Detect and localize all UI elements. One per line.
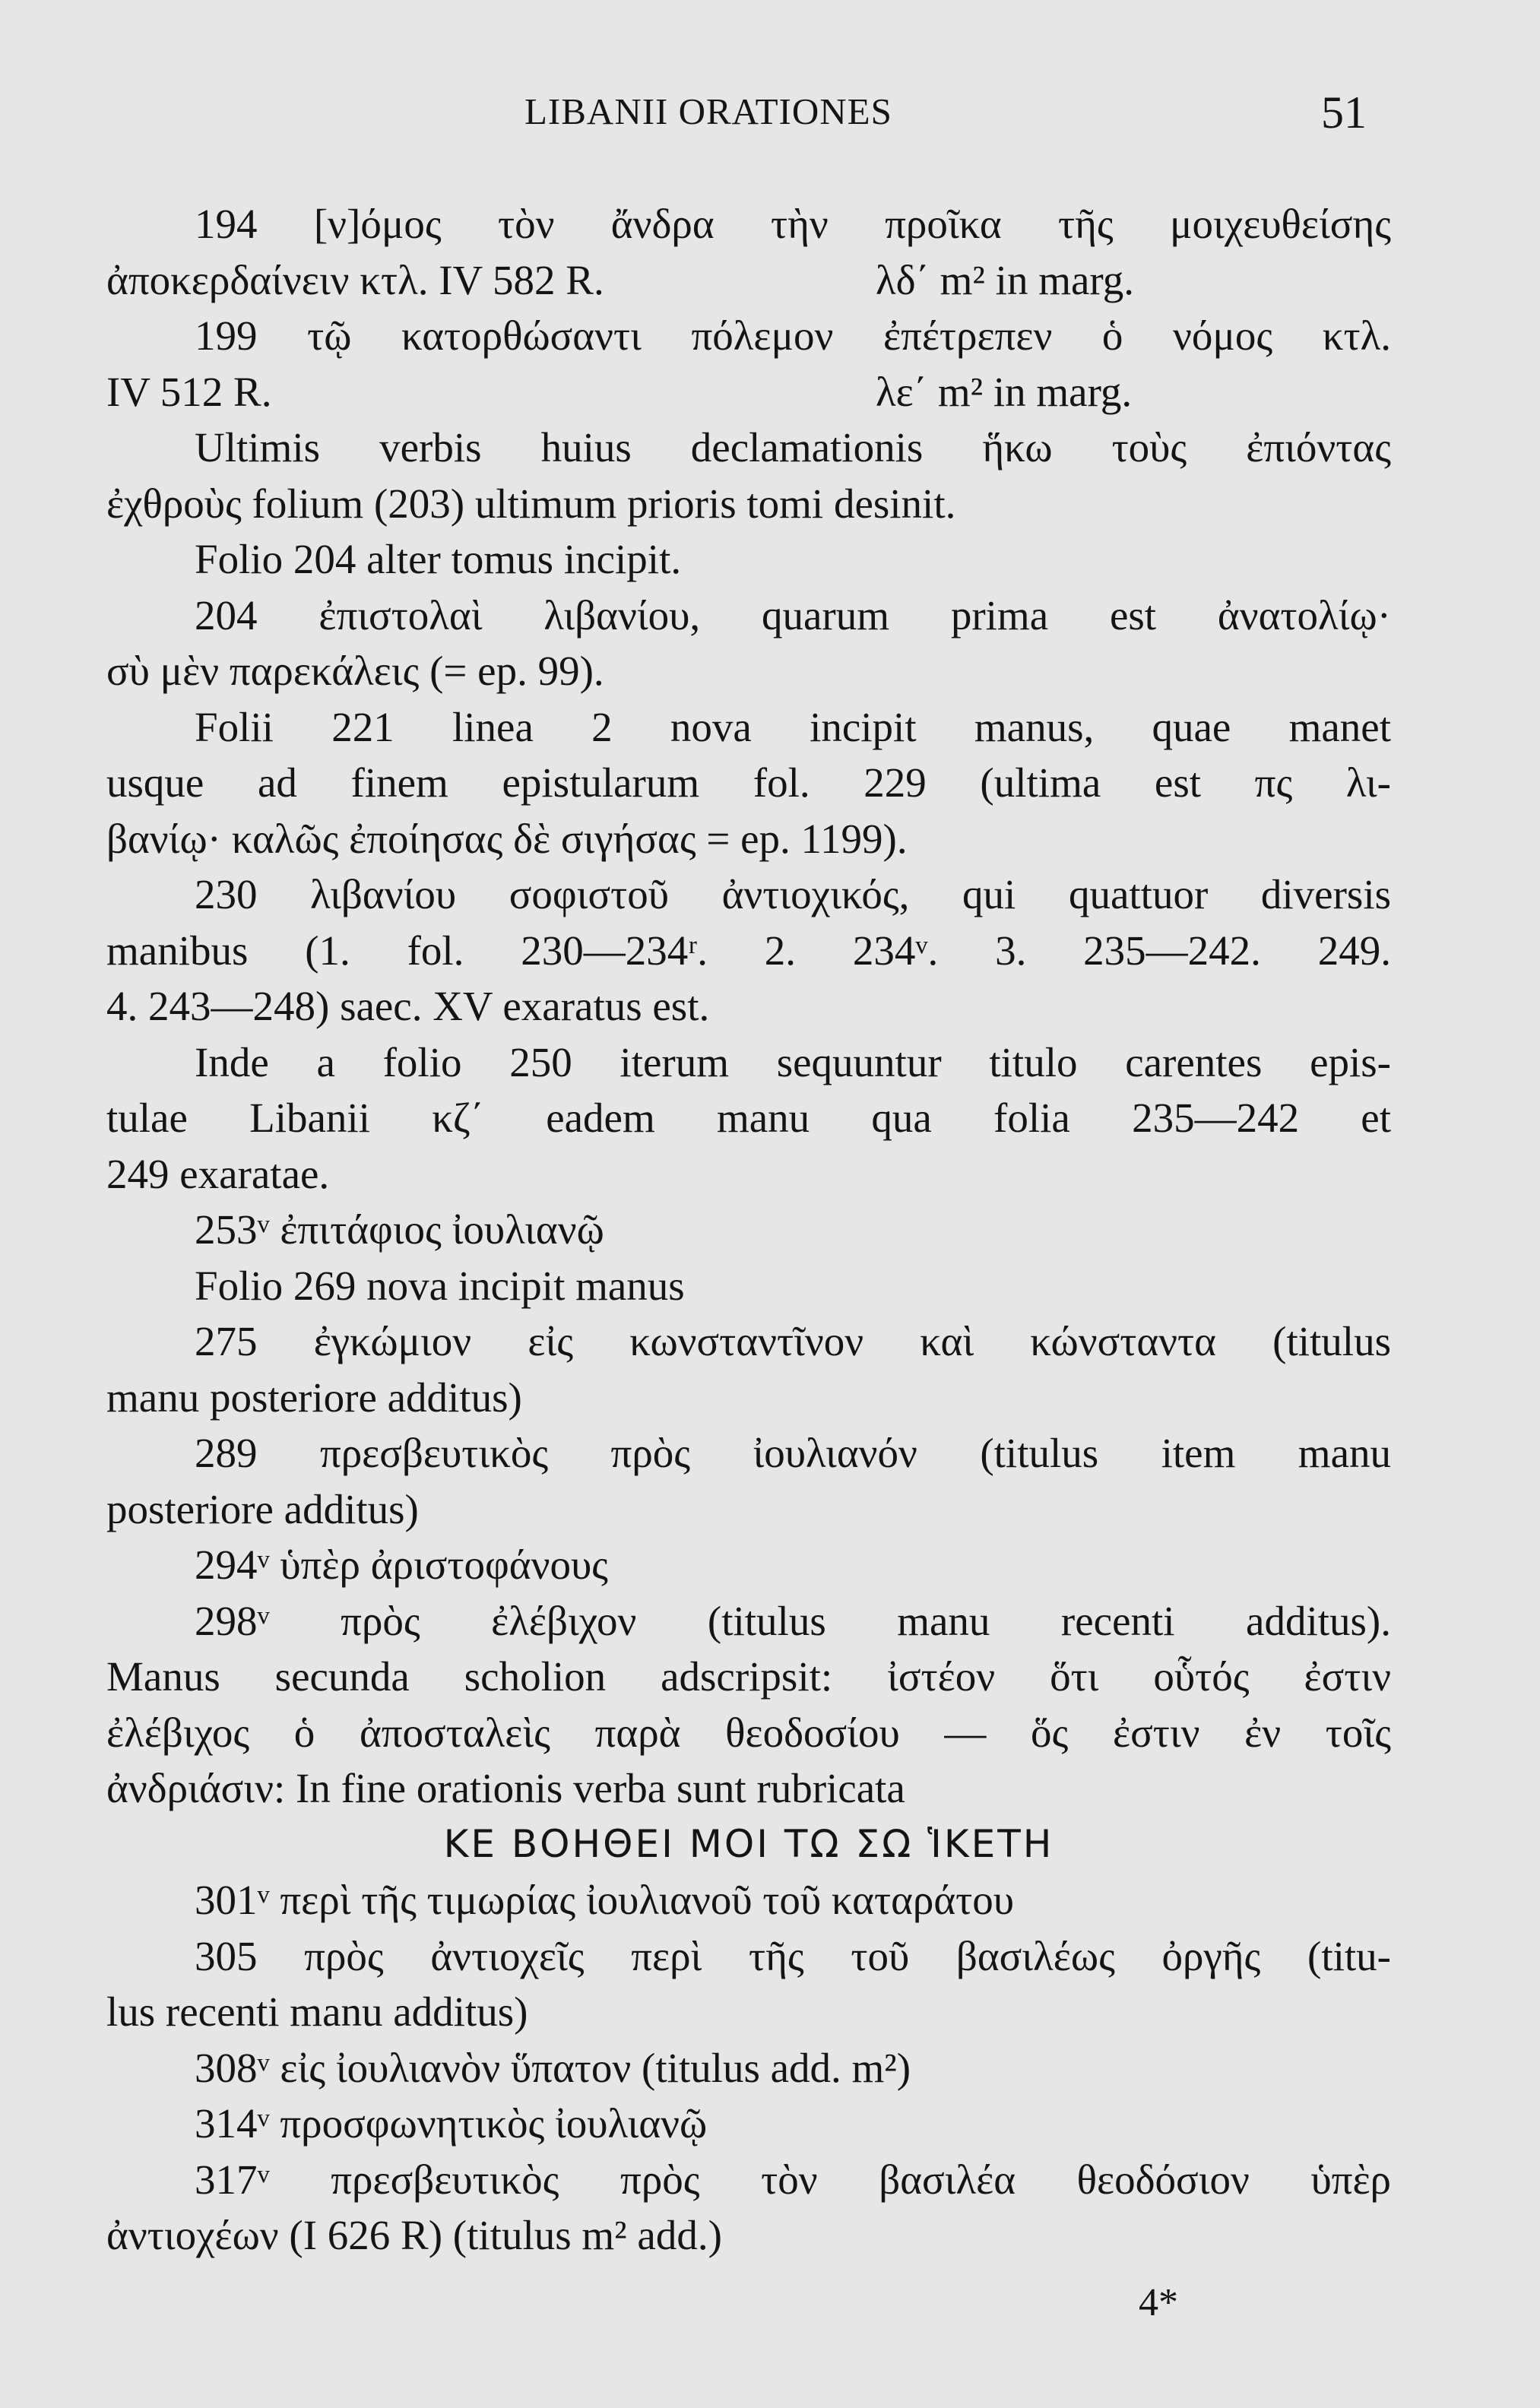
text-line: 199 τῷ κατορθώσαντι πόλεμον ἐπέτρεπεν ὁ νόμος κτλ. — [195, 312, 1391, 359]
text-span: IV 512 R. — [106, 368, 272, 415]
body-text — [106, 196, 1391, 2264]
uncial-subscription: ΚΕ ΒΟΗΘΕΙ ΜΟΙ ΤΩ ΣΩ ἹΚΕΤΗ — [443, 1821, 1054, 1866]
page-number: 51 — [1321, 87, 1367, 138]
text-line: ἐχθροὺς folium (203) ultimum prioris tomi desinit. — [106, 480, 956, 527]
text-line: 308ᵛ εἰς ἰουλιανὸν ὕπατον (titulus add. m²) — [195, 2044, 911, 2091]
text-line: 317ᵛ πρεσβευτικὸς πρὸς τὸν βασιλέα θεοδόσιον ὑπὲρ — [195, 2156, 1391, 2203]
text-line: 298ᵛ πρὸς ἐλέβιχον (titulus manu recenti additus). — [195, 1597, 1391, 1644]
text-span: ἀποκερδαίνειν κτλ. IV 582 R. — [106, 256, 604, 303]
text-line: 253ᵛ ἐπιτάφιος ἰουλιανῷ — [195, 1206, 604, 1253]
text-line: lus recenti manu additus) — [106, 1988, 528, 2035]
text-line: manibus (1. fol. 230—234ʳ. 2. 234ᵛ. 3. 235—242. 249. — [106, 927, 1391, 974]
text-line: posteriore additus) — [106, 1485, 419, 1532]
text-line: ἀνδριάσιν: In fine orationis verba sunt rubricata — [106, 1765, 905, 1811]
text-line: 289 πρεσβευτικὸς πρὸς ἰουλιανόν (titulus item manu — [195, 1430, 1391, 1476]
text-line: 314ᵛ προσφωνητικὸς ἰουλιανῷ — [195, 2100, 708, 2147]
text-line — [106, 364, 1391, 420]
text-line: 275 ἐγκώμιον εἰς κωνσταντῖνον καὶ κώνσταντα (titulus — [195, 1318, 1391, 1364]
text-line: Manus secunda scholion adscripsit: ἰστέον ὅτι οὗτός ἐστιν — [106, 1653, 1391, 1700]
running-title: LIBANII ORATIONES — [524, 90, 892, 132]
text-line: Folio 269 nova incipit manus — [195, 1262, 685, 1309]
text-line: manu posteriore additus) — [106, 1374, 522, 1421]
margin-note: λε΄ m² in marg. — [876, 368, 1133, 415]
text-line: 249 exaratae. — [106, 1150, 330, 1197]
signature-mark: 4* — [1139, 2281, 1178, 2324]
text-line: ἀντιοχέων (I 626 R) (titulus m² add.) — [106, 2212, 722, 2258]
text-line: 301ᵛ περὶ τῆς τιμωρίας ἰουλιανοῦ τοῦ καταράτου — [195, 1877, 1014, 1923]
text-line: tulae Libanii κζ΄ eadem manu qua folia 235—242 et — [106, 1095, 1391, 1141]
text-line: βανίῳ· καλῶς ἐποίησας δὲ σιγήσας = ep. 1199). — [106, 815, 908, 862]
text-line: 305 πρὸς ἀντιοχεῖς περὶ τῆς τοῦ βασιλέως ὀργῆς (titu- — [195, 1932, 1391, 1979]
text-line: Ultimis verbis huius declamationis ἥκω τοὺς ἐπιόντας — [195, 424, 1391, 471]
text-line: σὺ μὲν παρεκάλεις (= ep. 99). — [106, 648, 604, 694]
text-line: 204 ἐπιστολαὶ λιβανίου, quarum prima est ἀνατολίῳ· — [195, 591, 1391, 638]
text-line: 230 λιβανίου σοφιστοῦ ἀντιοχικός, qui quattuor diversis — [195, 871, 1391, 917]
text-line: 4. 243—248) saec. XV exaratus est. — [106, 983, 710, 1029]
text-line: Inde a folio 250 iterum sequuntur titulo carentes epis- — [195, 1038, 1391, 1085]
text-line — [106, 252, 1391, 309]
text-line: Folio 204 alter tomus incipit. — [195, 536, 682, 582]
running-head — [0, 87, 1540, 150]
text-line: ἐλέβιχος ὁ ἀποσταλεὶς παρὰ θεοδοσίου — ὅς ἐστιν ἐν τοῖς — [106, 1709, 1391, 1756]
text-line: usque ad finem epistularum fol. 229 (ultima est πς λι- — [106, 759, 1391, 806]
text-line: 194 [ν]όμος τὸν ἄνδρα τὴν προῖκα τῆς μοιχευθείσης — [195, 201, 1391, 247]
text-line: 294ᵛ ὑπὲρ ἀριστοφάνους — [195, 1541, 608, 1588]
text-line: Folii 221 linea 2 nova incipit manus, quae manet — [195, 703, 1391, 750]
margin-note: λδ΄ m² in marg. — [876, 256, 1134, 303]
